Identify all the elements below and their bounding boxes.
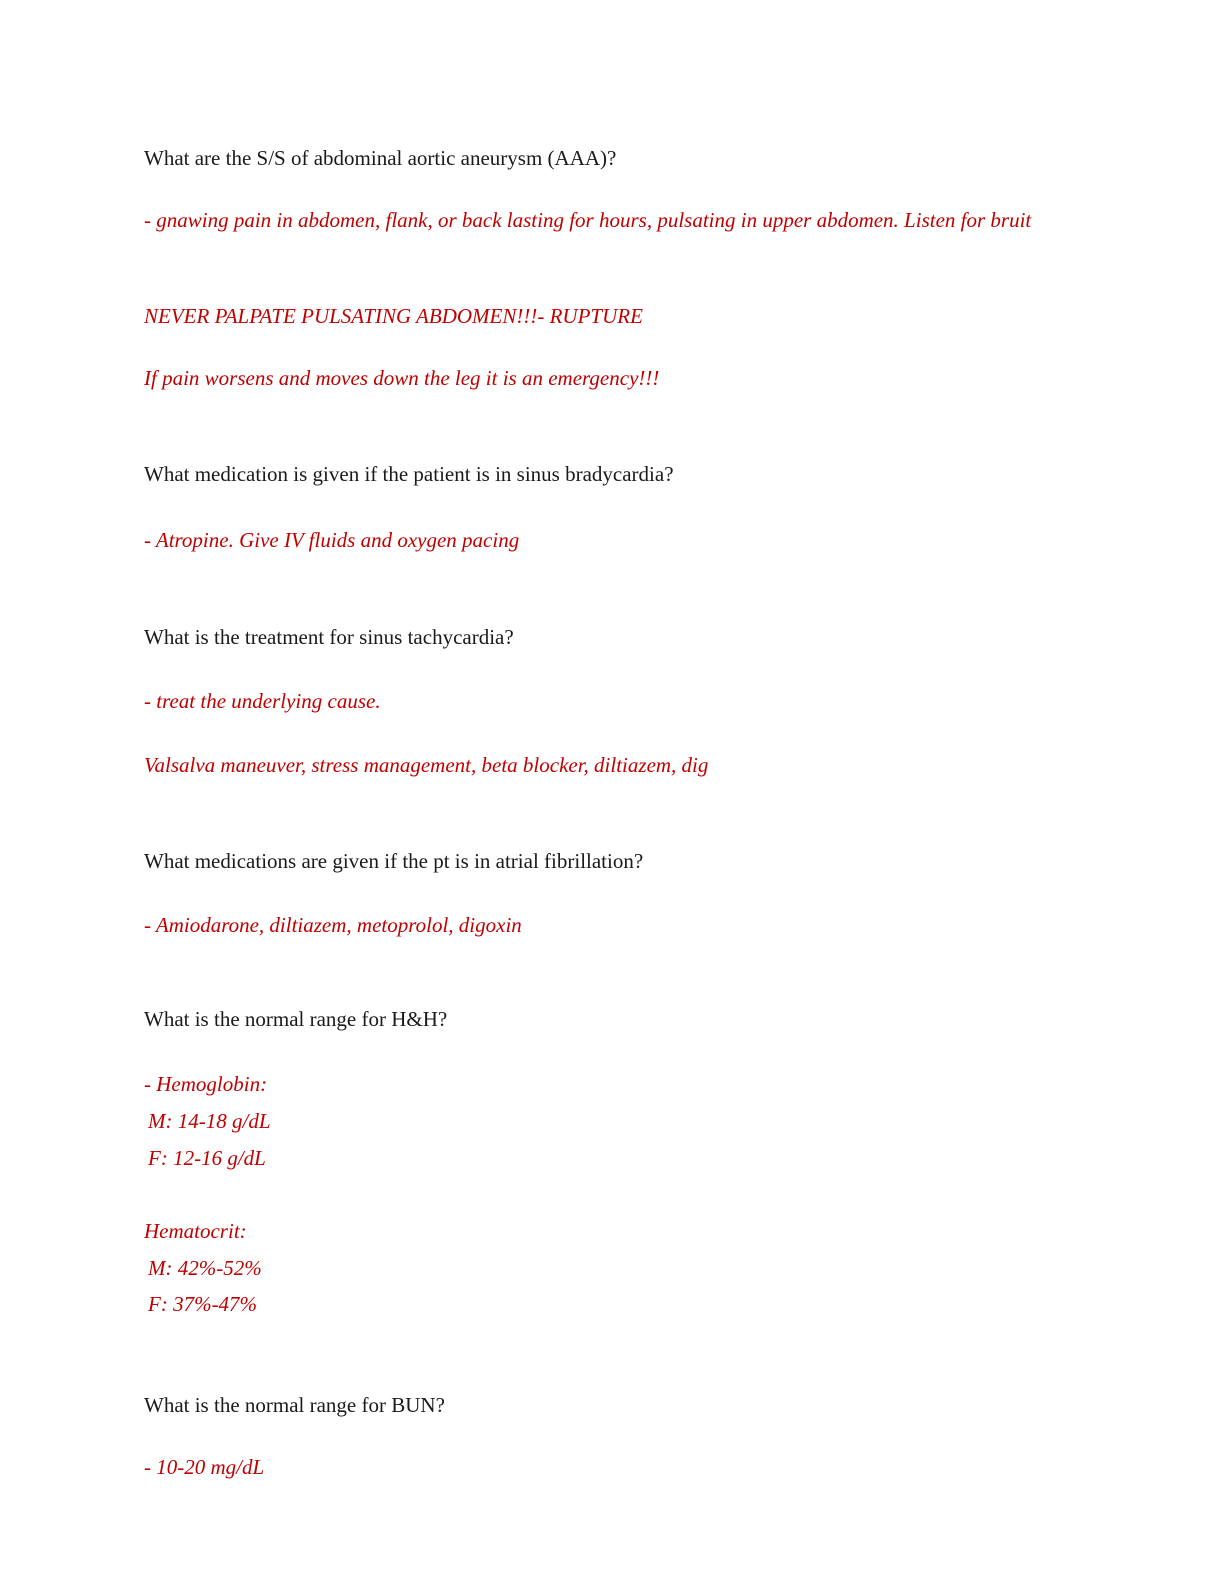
answer-hemoglobin-female: F: 12-16 g/dL	[148, 1146, 266, 1170]
answer-hematocrit-male: M: 42%-52%	[148, 1256, 262, 1280]
question-bun: What is the normal range for BUN?	[144, 1393, 445, 1417]
question-tachycardia: What is the treatment for sinus tachycardia?	[144, 625, 514, 649]
answer-aaa-warning: NEVER PALPATE PULSATING ABDOMEN!!!- RUPTURE	[144, 304, 643, 328]
answer-hemoglobin-male: M: 14-18 g/dL	[148, 1109, 271, 1133]
question-aaa: What are the S/S of abdominal aortic aneurysm (AAA)?	[144, 146, 617, 170]
answer-aaa-emergency: If pain worsens and moves down the leg it is an emergency!!!	[144, 366, 660, 390]
question-bradycardia: What medication is given if the patient is in sinus bradycardia?	[144, 462, 674, 486]
answer-aaa-symptoms: - gnawing pain in abdomen, flank, or back lasting for hours, pulsating in upper abdomen. Listen for bruit	[144, 208, 1032, 232]
answer-tachycardia-cause: - treat the underlying cause.	[144, 689, 381, 713]
answer-hemoglobin-label: - Hemoglobin:	[144, 1072, 268, 1096]
answer-hematocrit-female: F: 37%-47%	[148, 1292, 258, 1316]
answer-tachycardia-treatments: Valsalva maneuver, stress management, beta blocker, diltiazem, dig	[144, 753, 709, 777]
question-afib: What medications are given if the pt is in atrial fibrillation?	[144, 849, 644, 873]
answer-bradycardia: - Atropine. Give IV fluids and oxygen pacing	[144, 528, 520, 552]
answer-hematocrit-label: Hematocrit:	[144, 1219, 247, 1243]
question-hh: What is the normal range for H&H?	[144, 1007, 448, 1031]
answer-afib: - Amiodarone, diltiazem, metoprolol, digoxin	[144, 913, 522, 937]
answer-bun: - 10-20 mg/dL	[144, 1455, 265, 1479]
